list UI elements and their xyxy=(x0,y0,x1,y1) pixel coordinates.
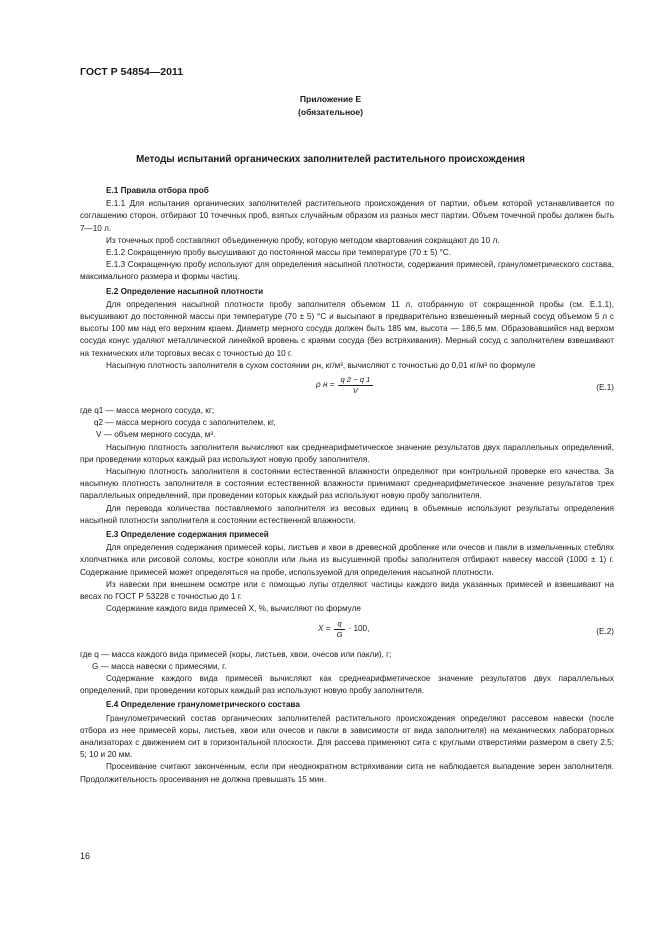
paragraph: Е.1.2 Сокращенную пробу высушивают до постоянной массы при температуре (70 ± 5) °С. xyxy=(106,248,452,258)
paragraph: Содержание каждого вида примесей X, %, вычисляют по формуле xyxy=(106,604,361,614)
formula-denominator: V xyxy=(352,386,358,396)
section-heading: Е.2 Определение насыпной плотности xyxy=(106,286,264,296)
appendix-title: Приложение Е xyxy=(299,94,362,104)
paragraph: Для определения содержания примесей коры, листьев и хвои в древесной дробленке или очесов и пакли в измельченных стеблях хлопчатника или рисовой соломы, костре конопли или льна из высушенной пробы заполнителя отбирают навеску массой (1000 ± 1) г. Содержание примесей может определяться на пробе, используемой для определения насыпной плотности. xyxy=(80,543,614,577)
main-title: Методы испытаний органических заполнителей растительного происхождения xyxy=(136,154,525,165)
formula-lhs: ρ н = xyxy=(316,380,335,390)
legend-row: G — масса навески с примесями, г. xyxy=(92,661,227,671)
formula-numerator: q xyxy=(334,619,344,630)
page-number: 16 xyxy=(80,851,91,861)
paragraph: Е.1.1 Для испытания органических заполнителей растительного происхождения от партии, объем которой устанавливается по соглашению сторон, отбирают 10 точечных проб, взятых случайным образом из разных мест партии. Объем точечной пробы должен быть 7—10 л. xyxy=(80,199,614,233)
paragraph: Содержание каждого вида примесей вычисляют как среднеарифметическое значение результатов двух параллельных определений, при проведении которых каждый раз используют новую пробу заполнителя. xyxy=(80,673,614,696)
paragraph: Из навески при внешнем осмотре или с помощью лупы отделяют частицы каждого вида указанных примесей и взвешивают на весах по ГОСТ Р 53228 с точностью до 1 г. xyxy=(80,579,614,602)
legend-row: где q1 — масса мерного сосуда, кг; xyxy=(80,406,215,416)
formula-number: (Е.1) xyxy=(596,383,614,393)
paragraph: Для перевода количества поставляемого заполнителя из весовых единиц в объемные используют результаты определения насыпной плотности заполнителя в состоянии естественной влажности. xyxy=(80,503,614,525)
formula-fraction xyxy=(338,375,374,396)
paragraph: Насыпную плотность заполнителя в сухом состоянии ρн, кг/м³, вычисляют с точностью до 0,01 кг/м³ по формуле xyxy=(106,360,536,370)
formula-legend xyxy=(80,649,614,673)
formula-denominator: G xyxy=(336,629,343,639)
paragraph: Е.1.3 Сокращенную пробу используют для определения насыпной плотности, содержания примесей, гранулометрического состава, максимального размера и формы частиц. xyxy=(80,260,614,282)
document-header: ГОСТ Р 54854—2011 xyxy=(80,66,184,78)
formula-legend xyxy=(80,405,614,442)
legend-row: V — объем мерного сосуда, м³. xyxy=(96,430,216,440)
paragraph: Насыпную плотность заполнителя в состоянии естественной влажности определяют при контрольной проверке его качества. За насыпную плотность заполнителя в состоянии естественной влажности принимают среднеарифметическое значение результатов трех параллельных определений, при проведении которых каждый раз используют новую пробу заполнителя. xyxy=(80,467,614,501)
formula-e1 xyxy=(80,375,614,402)
paragraph: Из точечных проб составляют объединенную пробу, которую методом квартования сокращают до 10 л. xyxy=(106,235,500,245)
formula-e2 xyxy=(80,619,614,646)
formula-number: (Е.2) xyxy=(596,626,614,636)
paragraph: Гранулометрический состав органических заполнителей растительного происхождения определяют рассевом навески (после отбора из нее примесей коры, листьев, хвои или очесов и пакли в зависимости от вида заполнителя) на механических лабораторных анализаторах с движением сит в горизонтальной плоскости. Для рассева применяют сита с круглыми отверстиями размером в свету 2,5; 5; 10 и 20 мм. xyxy=(80,713,614,760)
legend-row: где q — масса каждого вида примесей (коры, листьев, хвои, очесов или пакли), г; xyxy=(80,649,392,659)
formula-lhs: X = xyxy=(318,623,331,633)
paragraph: Насыпную плотность заполнителя вычисляют как среднеарифметическое значение результатов двух параллельных определений, при проведении которых каждый раз используют новую пробу заполнителя. xyxy=(80,442,614,464)
document-body xyxy=(80,183,614,786)
formula-tail: · 100, xyxy=(348,623,370,633)
paragraph: Для определения насыпной плотности пробу заполнителя объемом 11 л, отобранную от сокращенной пробы (см. Е.1.1), высушивают до постоянной массы при температуре (70 ± 5) °С и высыпают в предварительно взвешенный мерный сосуд объемом 5 л с высоты 100 мм над его верхним краем. Диаметр мерного сосуда должен быть 185 мм, высота — 186,5 мм. Образовавшийся над верхом сосуда конус удаляют металлической линейкой вровень с краями сосуда (без встряхивания). Мерный сосуд с заполнителем взвешивают на технических или торговых весах с точностью до 10 г. xyxy=(80,299,614,358)
legend-row: q2 — масса мерного сосуда с заполнителем, кг, xyxy=(94,418,276,428)
paragraph: Просеивание считают законченным, если при неоднократном встряхивании сита не наблюдается выпадение зерен заполнителя. Продолжительность просеивания не должна превышать 15 мин. xyxy=(80,762,614,784)
section-heading: Е.4 Определение гранулометрического состава xyxy=(106,700,300,710)
formula-fraction xyxy=(334,619,346,640)
formula-numerator: q 2 − q 1 xyxy=(338,375,374,386)
section-heading: Е.3 Определение содержания примесей xyxy=(106,530,269,540)
appendix-status: (обязательное) xyxy=(297,107,364,117)
section-heading: Е.1 Правила отбора проб xyxy=(106,186,209,195)
